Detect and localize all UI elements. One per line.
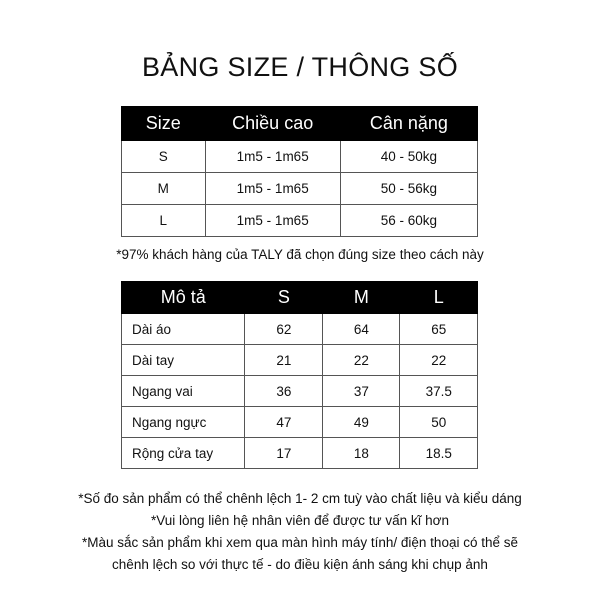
- table-row: [122, 345, 478, 376]
- value-s-cell: 62: [245, 314, 323, 345]
- table-row: [122, 438, 478, 469]
- table-row: [122, 314, 478, 345]
- value-s-cell: 47: [245, 407, 323, 438]
- height-cell: 1m5 - 1m65: [205, 173, 340, 205]
- note-color-difference: *Màu sắc sản phẩm khi xem qua màn hình máy tính/ điện thoại có thể sẽ: [82, 535, 518, 550]
- note-contact-staff: *Vui lòng liên hệ nhân viên để được tư vấn kĩ hơn: [151, 513, 449, 528]
- measurement-table-header: [122, 282, 478, 314]
- height-cell: 1m5 - 1m65: [205, 141, 340, 173]
- note-measurement-variance: *Số đo sản phẩm có thể chênh lệch 1- 2 cm tuỳ vào chất liệu và kiểu dáng: [78, 491, 522, 506]
- value-m-cell: 37: [323, 376, 400, 407]
- header-s: S: [245, 282, 323, 314]
- table-row: [122, 141, 478, 173]
- note-color-difference-cont: chênh lệch so với thực tế - do điều kiện ánh sáng khi chụp ảnh: [112, 557, 488, 572]
- header-height: Chiều cao: [205, 107, 340, 141]
- page-title: BẢNG SIZE / THÔNG SỐ: [141, 52, 459, 82]
- measurement-table: [121, 281, 478, 469]
- footer-notes: [0, 488, 600, 576]
- value-s-cell: 17: [245, 438, 323, 469]
- value-m-cell: 18: [323, 438, 400, 469]
- value-l-cell: 37.5: [400, 376, 478, 407]
- weight-cell: 40 - 50kg: [340, 141, 477, 173]
- weight-cell: 50 - 56kg: [340, 173, 477, 205]
- size-cell: S: [122, 141, 206, 173]
- value-m-cell: 64: [323, 314, 400, 345]
- table-row: [122, 205, 478, 237]
- value-l-cell: 50: [400, 407, 478, 438]
- value-l-cell: 22: [400, 345, 478, 376]
- value-s-cell: 36: [245, 376, 323, 407]
- description-cell: Rộng cửa tay: [122, 438, 245, 469]
- description-cell: Dài tay: [122, 345, 245, 376]
- value-m-cell: 22: [323, 345, 400, 376]
- size-cell: L: [122, 205, 206, 237]
- value-l-cell: 18.5: [400, 438, 478, 469]
- value-s-cell: 21: [245, 345, 323, 376]
- table-row: [122, 173, 478, 205]
- value-m-cell: 49: [323, 407, 400, 438]
- size-table-header: [122, 107, 478, 141]
- customer-note: *97% khách hàng của TALY đã chọn đúng size theo cách này: [116, 247, 484, 262]
- header-size: Size: [122, 107, 206, 141]
- weight-cell: 56 - 60kg: [340, 205, 477, 237]
- header-l: L: [400, 282, 478, 314]
- table-row: [122, 376, 478, 407]
- header-m: M: [323, 282, 400, 314]
- header-weight: Cân nặng: [340, 107, 477, 141]
- table-row: [122, 407, 478, 438]
- description-cell: Ngang ngực: [122, 407, 245, 438]
- description-cell: Dài áo: [122, 314, 245, 345]
- size-table: [121, 106, 478, 237]
- height-cell: 1m5 - 1m65: [205, 205, 340, 237]
- value-l-cell: 65: [400, 314, 478, 345]
- header-description: Mô tả: [122, 282, 245, 314]
- size-cell: M: [122, 173, 206, 205]
- description-cell: Ngang vai: [122, 376, 245, 407]
